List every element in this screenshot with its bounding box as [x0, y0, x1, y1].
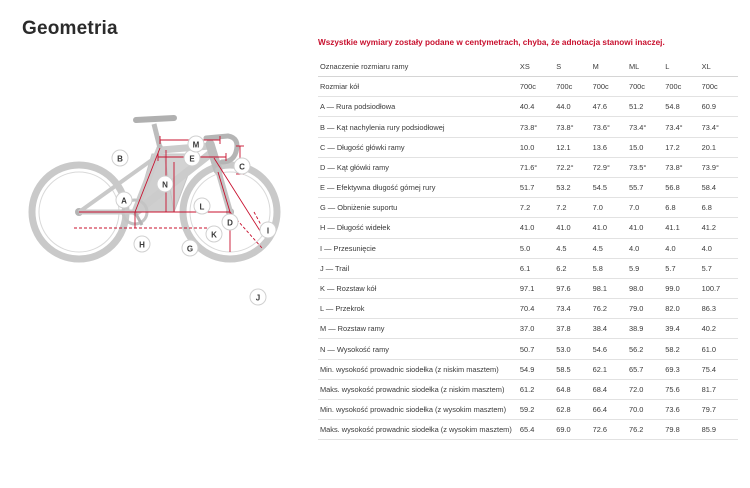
row-value: 4.0 [665, 238, 701, 258]
row-value: 6.8 [702, 198, 738, 218]
row-value: 62.8 [556, 400, 592, 420]
row-value: 56.8 [665, 177, 701, 197]
row-value: 72.9° [593, 157, 629, 177]
row-value: 75.6 [665, 379, 701, 399]
row-value: 72.0 [629, 379, 665, 399]
row-value: 70.0 [629, 400, 665, 420]
table-row [318, 319, 738, 339]
table-row [318, 400, 738, 420]
row-value: 73.6 [665, 400, 701, 420]
table-row [318, 137, 738, 157]
table-row [318, 177, 738, 197]
row-value: 5.7 [665, 258, 701, 278]
column-header-size-l: L [665, 57, 701, 77]
geometry-table-wrap [318, 38, 738, 440]
row-label: Min. wysokość prowadnic siodełka (z wysokim masztem) [318, 400, 520, 420]
row-value: 38.4 [593, 319, 629, 339]
row-value: 60.9 [702, 97, 738, 117]
row-value: 6.8 [665, 198, 701, 218]
row-value: 7.0 [593, 198, 629, 218]
table-row [318, 157, 738, 177]
table-row [318, 97, 738, 117]
svg-text:H: H [139, 240, 145, 250]
row-value: 700c [665, 77, 701, 97]
row-value: 99.0 [665, 278, 701, 298]
page-title: Geometria [22, 18, 118, 39]
row-value: 56.2 [629, 339, 665, 359]
svg-text:M: M [192, 140, 200, 150]
row-value: 51.2 [629, 97, 665, 117]
row-value: 79.7 [702, 400, 738, 420]
bike-illustration [32, 118, 277, 305]
row-value: 7.0 [629, 198, 665, 218]
row-value: 7.2 [520, 198, 556, 218]
row-value: 65.4 [520, 420, 556, 440]
row-value: 39.4 [665, 319, 701, 339]
row-value: 98.0 [629, 278, 665, 298]
row-value: 17.2 [665, 137, 701, 157]
row-value: 40.2 [702, 319, 738, 339]
row-value: 700c [593, 77, 629, 97]
row-value: 73.6° [593, 117, 629, 137]
row-value: 73.8° [520, 117, 556, 137]
row-value: 7.2 [556, 198, 592, 218]
row-value: 20.1 [702, 137, 738, 157]
row-value: 6.1 [520, 258, 556, 278]
row-value: 100.7 [702, 278, 738, 298]
svg-text:J: J [255, 293, 261, 303]
row-value: 700c [629, 77, 665, 97]
table-body [318, 77, 738, 440]
row-value: 98.1 [593, 278, 629, 298]
table-row [318, 339, 738, 359]
row-value: 700c [702, 77, 738, 97]
table-row [318, 258, 738, 278]
row-value: 73.9° [702, 157, 738, 177]
units-note: Wszystkie wymiary zostały podane w centymetrach, chyba, że adnotacja stanowi inaczej. [318, 38, 665, 47]
table-header-row [318, 57, 738, 77]
row-value: 58.2 [665, 339, 701, 359]
column-header-size-xl: XL [702, 57, 738, 77]
row-value: 66.4 [593, 400, 629, 420]
row-label: I — Przesunięcie [318, 238, 520, 258]
row-value: 73.8° [665, 157, 701, 177]
row-value: 41.0 [593, 218, 629, 238]
row-value: 37.0 [520, 319, 556, 339]
row-value: 76.2 [593, 299, 629, 319]
row-value: 85.9 [702, 420, 738, 440]
row-value: 81.7 [702, 379, 738, 399]
row-value: 68.4 [593, 379, 629, 399]
row-value: 6.2 [556, 258, 592, 278]
column-header-size-ml: ML [629, 57, 665, 77]
table-row [318, 238, 738, 258]
row-value: 41.0 [520, 218, 556, 238]
row-value: 69.3 [665, 359, 701, 379]
row-value: 5.0 [520, 238, 556, 258]
row-value: 4.5 [593, 238, 629, 258]
row-value: 37.8 [556, 319, 592, 339]
row-value: 5.8 [593, 258, 629, 278]
row-value: 61.0 [702, 339, 738, 359]
svg-text:C: C [239, 162, 245, 172]
row-value: 72.6 [593, 420, 629, 440]
row-value: 58.5 [556, 359, 592, 379]
row-label: G — Obniżenie suportu [318, 198, 520, 218]
row-label: C — Długość główki ramy [318, 137, 520, 157]
row-value: 41.0 [629, 218, 665, 238]
row-value: 73.4° [702, 117, 738, 137]
row-value: 75.4 [702, 359, 738, 379]
row-value: 44.0 [556, 97, 592, 117]
svg-text:G: G [186, 244, 194, 254]
row-value: 82.0 [665, 299, 701, 319]
row-value: 72.2° [556, 157, 592, 177]
column-header-size-s: S [556, 57, 592, 77]
svg-text:D: D [227, 218, 233, 228]
row-value: 4.0 [629, 238, 665, 258]
row-label: B — Kąt nachylenia rury podsiodłowej [318, 117, 520, 137]
row-value: 58.4 [702, 177, 738, 197]
diagram-markers [112, 136, 276, 305]
table-row [318, 198, 738, 218]
row-label: D — Kąt główki ramy [318, 157, 520, 177]
row-value: 4.0 [702, 238, 738, 258]
row-value: 97.1 [520, 278, 556, 298]
row-value: 700c [556, 77, 592, 97]
svg-text:I: I [266, 226, 270, 236]
row-value: 700c [520, 77, 556, 97]
column-header-size-xs: XS [520, 57, 556, 77]
row-value: 5.9 [629, 258, 665, 278]
geometry-table [318, 57, 738, 441]
row-label: Maks. wysokość prowadnic siodełka (z wysokim masztem) [318, 420, 520, 440]
table-row [318, 379, 738, 399]
row-value: 13.6 [593, 137, 629, 157]
row-value: 38.9 [629, 319, 665, 339]
row-value: 59.2 [520, 400, 556, 420]
row-value: 86.3 [702, 299, 738, 319]
svg-text:A: A [121, 196, 127, 206]
table-row [318, 218, 738, 238]
row-label: K — Rozstaw kół [318, 278, 520, 298]
row-value: 54.8 [665, 97, 701, 117]
row-value: 97.6 [556, 278, 592, 298]
row-value: 47.6 [593, 97, 629, 117]
table-row [318, 77, 738, 97]
row-value: 79.0 [629, 299, 665, 319]
row-value: 50.7 [520, 339, 556, 359]
table-row [318, 278, 738, 298]
table-row [318, 420, 738, 440]
row-value: 54.9 [520, 359, 556, 379]
row-label: L — Przekrok [318, 299, 520, 319]
row-label: A — Rura podsiodłowa [318, 97, 520, 117]
row-value: 73.4° [629, 117, 665, 137]
row-value: 40.4 [520, 97, 556, 117]
row-label: J — Trail [318, 258, 520, 278]
svg-text:E: E [189, 154, 195, 164]
row-value: 62.1 [593, 359, 629, 379]
column-header-label: Oznaczenie rozmiaru ramy [318, 57, 520, 77]
row-value: 61.2 [520, 379, 556, 399]
row-value: 5.7 [702, 258, 738, 278]
row-label: E — Efektywna długość górnej rury [318, 177, 520, 197]
row-value: 41.2 [702, 218, 738, 238]
table-row [318, 299, 738, 319]
row-value: 76.2 [629, 420, 665, 440]
row-value: 65.7 [629, 359, 665, 379]
svg-text:L: L [199, 202, 205, 212]
row-value: 41.1 [665, 218, 701, 238]
row-value: 41.0 [556, 218, 592, 238]
row-value: 10.0 [520, 137, 556, 157]
table-row [318, 117, 738, 137]
row-label: M — Rozstaw ramy [318, 319, 520, 339]
row-value: 55.7 [629, 177, 665, 197]
row-value: 73.8° [556, 117, 592, 137]
row-label: H — Długość widełek [318, 218, 520, 238]
column-header-size-m: M [593, 57, 629, 77]
row-value: 53.0 [556, 339, 592, 359]
row-value: 53.2 [556, 177, 592, 197]
svg-text:N: N [162, 180, 168, 190]
bike-geometry-diagram [14, 62, 304, 303]
row-value: 12.1 [556, 137, 592, 157]
row-value: 73.4° [665, 117, 701, 137]
row-value: 54.5 [593, 177, 629, 197]
row-value: 73.5° [629, 157, 665, 177]
row-value: 71.6° [520, 157, 556, 177]
row-value: 79.8 [665, 420, 701, 440]
table-row [318, 359, 738, 379]
row-label: Rozmiar kół [318, 77, 520, 97]
row-value: 54.6 [593, 339, 629, 359]
row-label: Maks. wysokość prowadnic siodełka (z niskim masztem) [318, 379, 520, 399]
row-value: 15.0 [629, 137, 665, 157]
row-value: 51.7 [520, 177, 556, 197]
row-value: 64.8 [556, 379, 592, 399]
row-value: 4.5 [556, 238, 592, 258]
svg-text:K: K [211, 230, 217, 240]
row-value: 73.4 [556, 299, 592, 319]
row-value: 70.4 [520, 299, 556, 319]
row-label: N — Wysokość ramy [318, 339, 520, 359]
row-value: 69.0 [556, 420, 592, 440]
svg-text:B: B [117, 154, 123, 164]
row-label: Min. wysokość prowadnic siodełka (z niskim masztem) [318, 359, 520, 379]
